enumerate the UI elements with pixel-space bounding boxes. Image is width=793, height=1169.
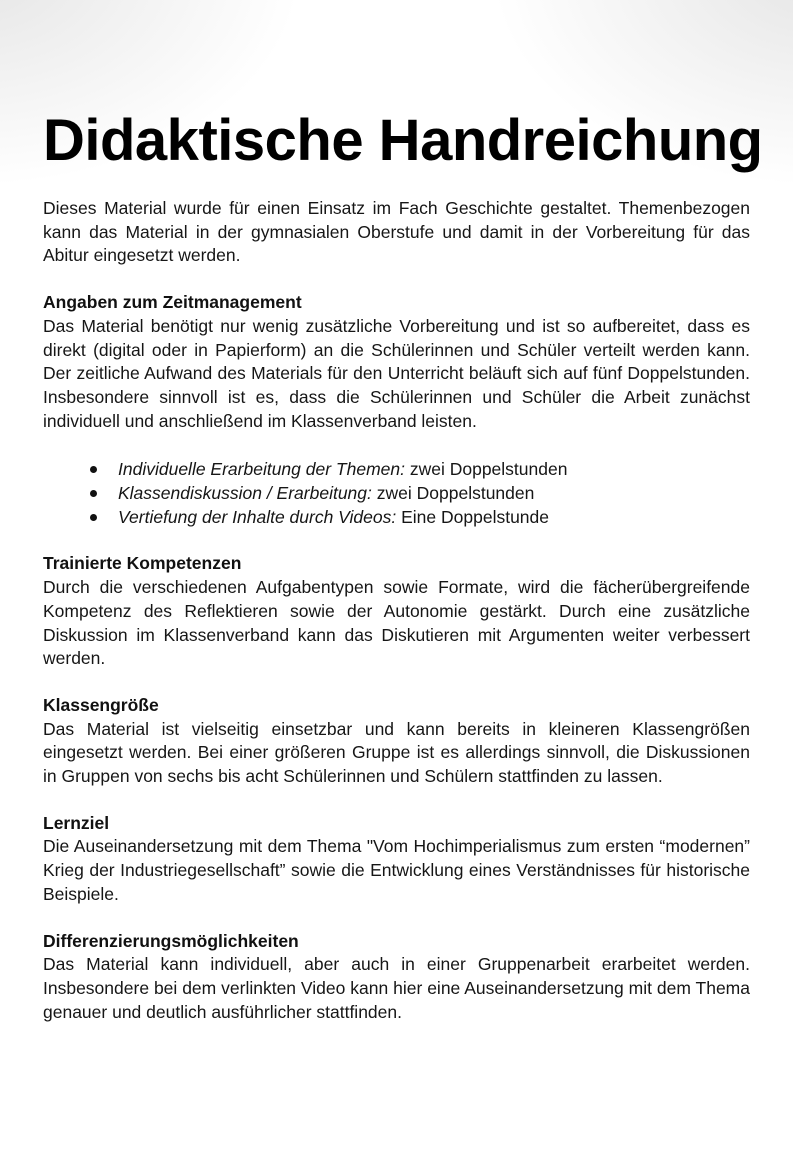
section-lernziel [43, 812, 750, 907]
section-heading-zeitmanagement: Angaben zum Zeitmanagement [43, 292, 302, 313]
section-heading-kompetenzen: Trainierte Kompetenzen [43, 553, 242, 574]
bullet-text [118, 482, 534, 506]
bullet-label: Individuelle Erarbeitung der Themen: [118, 459, 405, 480]
bullet-value: Eine Doppelstunde [396, 506, 549, 527]
schedule-bullet-list [43, 458, 750, 529]
bullet-value: zwei Doppelstunden [371, 483, 535, 504]
list-item [43, 482, 750, 506]
bullet-value: zwei Doppelstunden [404, 459, 568, 480]
bullet-label: Klassendiskussion / Erarbeitung: [118, 483, 372, 504]
section-paragraph-lernziel: Die Auseinandersetzung mit dem Thema "Vom Hochimperialismus zum ersten “modernen” Krieg der Industriegesellschaft” sowie die Entwicklung eines Verständnisses für historische Beispiele. [43, 836, 750, 904]
section-heading-differenzierung: Differenzierungsmöglichkeiten [43, 930, 299, 951]
section-heading-klassengroesse: Klassengröße [43, 694, 159, 715]
section-heading-lernziel: Lernziel [43, 812, 110, 833]
bullet-icon [90, 514, 97, 521]
page-title: Didaktische Handreichung [43, 108, 763, 173]
section-paragraph-differenzierung: Das Material kann individuell, aber auch in einer Gruppenarbeit erarbeitet werden. Insbesondere bei dem verlinkten Video kann hier eine Auseinandersetzung mit dem Thema genauer und deutlich ausführlicher stattfinden. [43, 954, 750, 1022]
section-kompetenzen [43, 552, 750, 671]
section-zeitmanagement [43, 291, 750, 433]
section-paragraph-kompetenzen: Durch die verschiedenen Aufgabentypen sowie Formate, wird die fächerübergreifende Kompetenz des Reflektieren sowie der Autonomie gestärkt. Durch eine zusätzliche Diskussion im Klassenverband kann das Diskutieren mit Argumenten weiter verbessert werden. [43, 577, 750, 669]
section-differenzierung [43, 930, 750, 1025]
list-item [43, 458, 750, 482]
section-paragraph-zeitmanagement: Das Material benötigt nur wenig zusätzliche Vorbereitung und ist so aufbereitet, dass es direkt (digital oder in Papierform) an die Schülerinnen und Schüler verteilt werden kann. Der zeitliche Aufwand des Materials für den Unterricht beläuft sich auf fünf Doppelstunden. Insbesondere sinnvoll ist es, dass die Schülerinnen und Schüler die Arbeit zunächst individuell und anschließend im Klassenverband leisten. [43, 315, 750, 431]
bullet-icon [90, 466, 97, 473]
intro-paragraph: Dieses Material wurde für einen Einsatz im Fach Geschichte gestaltet. Themenbezogen kann das Material in der gymnasialen Oberstufe und damit in der Vorbereitung für das Abitur eingesetzt werden. [43, 198, 750, 266]
bullet-label: Vertiefung der Inhalte durch Videos: [118, 506, 397, 527]
section-paragraph-klassengroesse: Das Material ist vielseitig einsetzbar und kann bereits in kleineren Klassengrößen eingesetzt werden. Bei einer größeren Gruppe ist es allerdings sinnvoll, die Diskussionen in Gruppen von sechs bis acht Schülerinnen und Schülern stattfinden zu lassen. [43, 718, 750, 787]
bullet-text [118, 458, 567, 482]
list-item [43, 506, 750, 530]
bullet-icon [90, 490, 97, 497]
bullet-text [118, 506, 549, 530]
section-klassengroesse [43, 694, 750, 789]
document-page [0, 108, 793, 1024]
